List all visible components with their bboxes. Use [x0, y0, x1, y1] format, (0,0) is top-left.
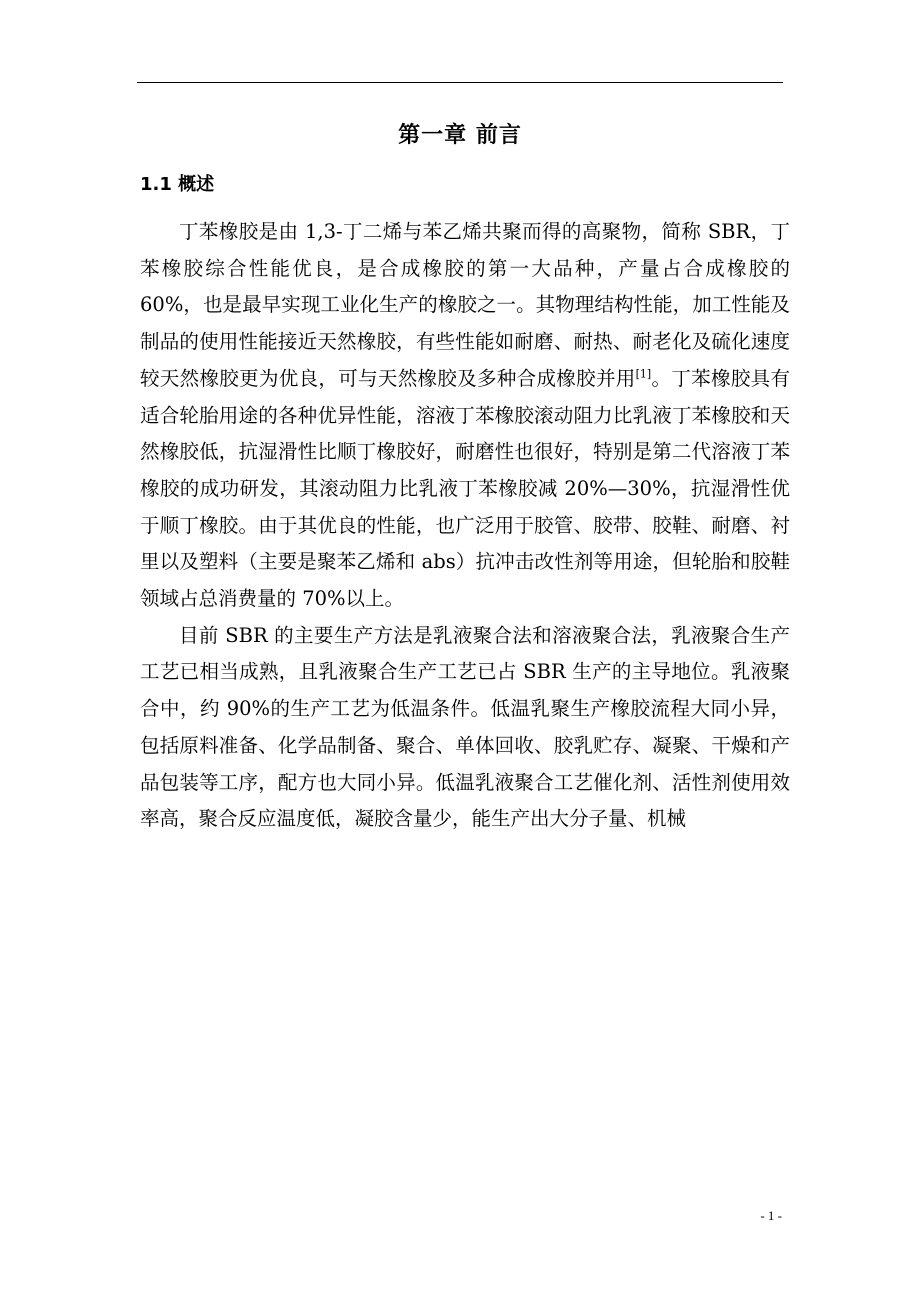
body-text	[140, 214, 790, 838]
chapter-title: 第一章 前言	[398, 123, 522, 148]
page-number: - 1 -	[760, 1208, 782, 1223]
paragraph-1	[140, 214, 790, 618]
paragraph-1-text: 丁苯橡胶是由 1,3-丁二烯与苯乙烯共聚而得的高聚物，简称 SBR，丁苯橡胶综合性能优良，是合成橡胶的第一大品种，产量占合成橡胶的 60%，也是最早实现工业化生产的橡胶之一。其物理结构性能，加工性能及制品的使用性能接近天然橡胶，有些性能如耐磨、耐热、耐老化及硫化速度较天然橡胶更为优良，可与天然橡胶及多种合成橡胶并用	[140, 220, 790, 390]
paragraph-2: 目前 SBR 的主要生产方法是乳液聚合法和溶液聚合法，乳液聚合生产工艺已相当成熟，且乳液聚合生产工艺已占 SBR 生产的主导地位。乳液聚合中，约 90%的生产工艺为低温条件。低温乳聚生产橡胶流程大同小异，包括原料准备、化学品制备、聚合、单体回收、胶乳贮存、凝聚、干燥和产品包装等工序，配方也大同小异。低温乳液聚合工艺催化剂、活性剂使用效率高，聚合反应温度低，凝胶含量少，能生产出大分子量、机械	[140, 623, 790, 831]
header-rule	[137, 82, 783, 83]
section-title: 1.1 概述	[140, 174, 215, 195]
citation-reference: [1]	[635, 367, 652, 381]
paragraph-1-text-continued: 。丁苯橡胶具有适合轮胎用途的各种优异性能，溶液丁苯橡胶滚动阻力比乳液丁苯橡胶和天然橡胶低，抗湿滑性比顺丁橡胶好，耐磨性也很好，特别是第二代溶液丁苯橡胶的成功研发，其滚动阻力比乳液丁苯橡胶减 20%—30%，抗湿滑性优于顺丁橡胶。由于其优良的性能，也广泛用于胶管、胶带、胶鞋、耐磨、衬里以及塑料（主要是聚苯乙烯和 abs）抗冲击改性剂等用途，但轮胎和胶鞋领域占总消费量的 70%以上。	[140, 366, 790, 611]
